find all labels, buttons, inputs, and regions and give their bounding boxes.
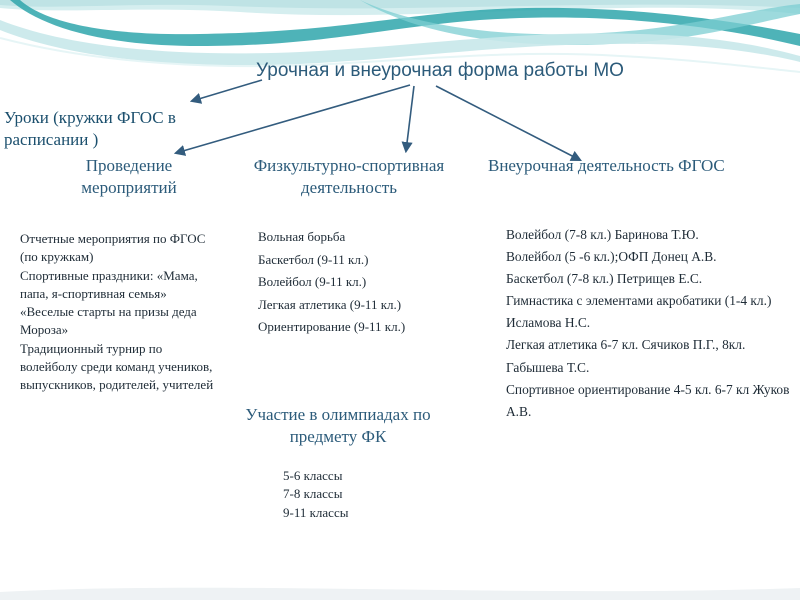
sport-list	[258, 226, 458, 339]
list-item: Ориентирование (9-11 кл.)	[258, 319, 406, 335]
list-item: Легкая атлетика 6-7 кл. Сячиков П.Г., 8кл. Габышева Т.С.	[506, 337, 746, 375]
page-title: Урочная и внеурочная форма работы МО	[256, 60, 624, 81]
list-item: 9-11 классы	[283, 504, 349, 520]
list-item: Отчетные мероприятия по ФГОС (по кружкам)	[20, 231, 206, 265]
list-item: Волейбол (9-11 кл.)	[258, 274, 367, 290]
list-item: 7-8 классы	[283, 486, 343, 502]
list-item: Гимнастика с элементами акробатики (1-4 кл.) Исламова Н.С.	[506, 293, 772, 331]
arrow-to-lessons	[192, 80, 262, 101]
list-item: «Веселые старты на призы деда Мороза»	[20, 304, 197, 338]
sport-heading: Физкультурно-спортивная деятельность	[253, 156, 445, 197]
list-item: Легкая атлетика (9-11 кл.)	[258, 296, 402, 312]
list-item: Волейбол (7-8 кл.) Баринова Т.Ю.	[506, 227, 699, 242]
list-item: Баскетбол (7-8 кл.) Петрищев Е.С.	[506, 271, 703, 287]
list-item: Традиционный турнир по волейболу среди команд учеников, выпускников, родителей, учителей	[20, 340, 214, 393]
events-heading: Проведение мероприятий	[81, 156, 177, 197]
arrow-to-sport	[406, 86, 414, 151]
lessons-branch: Уроки (кружки ФГОС в расписании )	[4, 108, 176, 149]
list-item: Спортивное ориентирование 4-5 кл. 6-7 кл Жуков А.В.	[506, 381, 790, 419]
extra-activities-heading: Внеурочная деятельность ФГОС	[488, 156, 725, 175]
list-item: Спортивные праздники: «Мама, папа, я-спортивная семья»	[20, 267, 198, 301]
olympiad-list	[283, 467, 423, 522]
events-list	[20, 230, 215, 395]
arrow-to-extra	[436, 86, 580, 160]
list-item: Волейбол (5 -6 кл.);ОФП Донец А.В.	[506, 249, 717, 265]
olympiad-heading: Участие в олимпиадах по предмету ФК	[245, 405, 431, 446]
extra-activities-list	[506, 224, 796, 423]
list-item: Вольная борьба	[258, 229, 346, 244]
list-item: 5-6 классы	[283, 468, 343, 483]
list-item: Баскетбол (9-11 кл.)	[258, 251, 369, 267]
